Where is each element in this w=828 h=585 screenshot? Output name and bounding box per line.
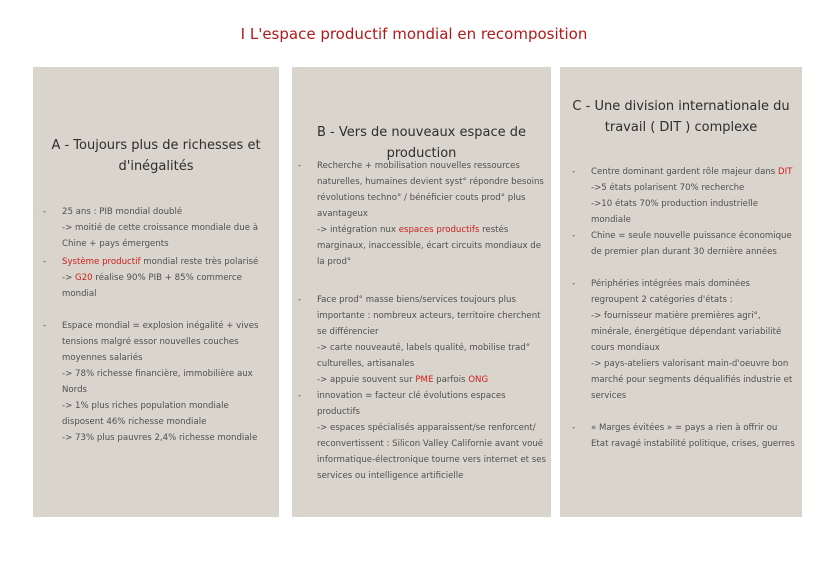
bullet-line: Périphéries intégrées mais dominées regroupent 2 catégories d'états : bbox=[591, 279, 750, 305]
bullet-dash: - bbox=[43, 257, 47, 267]
bullet-dash: - bbox=[572, 279, 576, 289]
bullet-dash: - bbox=[572, 231, 576, 241]
bullet-a1 bbox=[43, 204, 273, 252]
bullet-b3 bbox=[298, 388, 547, 484]
bullet-line: -> pays-ateliers valorisant main-d'oeuvre bon marché pour segments déqualifiés industrie et services bbox=[591, 359, 793, 401]
section-card-a bbox=[33, 67, 279, 517]
bullet-line: ->10 états 70% production industrielle mondiale bbox=[591, 199, 759, 225]
bullet-line: -> intégration nux espaces productifs restés marginaux, inaccessible, écart circuits mondiaux de la prod° bbox=[317, 225, 542, 267]
bullet-c1 bbox=[572, 164, 796, 228]
section-body-c bbox=[572, 164, 796, 452]
bullet-dash: - bbox=[572, 423, 576, 433]
keyword-pme: PME bbox=[415, 375, 434, 385]
bullet-line: -> carte nouveauté, labels qualité, mobilise trad° culturelles, artisanales bbox=[317, 343, 531, 369]
section-card-b bbox=[292, 67, 551, 517]
bullet-dash: - bbox=[43, 321, 47, 331]
keyword-espaces-productifs: espaces productifs bbox=[398, 225, 480, 235]
section-body-a bbox=[43, 204, 273, 446]
bullet-c4 bbox=[572, 420, 796, 452]
bullet-line: 25 ans : PIB mondial doublé bbox=[62, 207, 183, 217]
bullet-dash: - bbox=[43, 207, 47, 217]
keyword-dit: DIT bbox=[778, 167, 793, 177]
bullet-line: ->5 états polarisent 70% recherche bbox=[591, 183, 745, 193]
bullet-line: Centre dominant gardent rôle majeur dans DIT bbox=[591, 167, 793, 177]
bullet-line: -> 73% plus pauvres 2,4% richesse mondiale bbox=[62, 433, 258, 443]
bullet-line: -> 1% plus riches population mondiale disposent 46% richesse mondiale bbox=[62, 401, 229, 427]
bullet-a3 bbox=[43, 318, 273, 446]
bullet-line: « Marges évitées » = pays a rien à offrir ou Etat ravagé instabilité politique, crises, guerres bbox=[591, 423, 795, 449]
bullet-line: -> fournisseur matière premières agri°, minérale, énergétique dépendant variabilité cours mondiaux bbox=[591, 311, 782, 353]
section-card-c bbox=[560, 67, 802, 517]
bullet-b1 bbox=[298, 158, 547, 270]
keyword-systeme-productif: Système productif bbox=[62, 257, 141, 267]
bullet-b2 bbox=[298, 292, 547, 388]
bullet-line: innovation = facteur clé évolutions espaces productifs bbox=[317, 391, 506, 417]
section-title-c: C - Une division internationale du travail ( DIT ) complexe bbox=[572, 99, 790, 135]
bullet-a2 bbox=[43, 254, 273, 302]
bullet-line: Espace mondial = explosion inégalité + vives tensions malgré essor nouvelles couches moyennes salariés bbox=[62, 321, 259, 363]
bullet-line: Système productif mondial reste très polarisé bbox=[62, 257, 259, 267]
bullet-line: -> moitié de cette croissance mondiale due à Chine + pays émergents bbox=[62, 223, 258, 249]
bullet-c3 bbox=[572, 276, 796, 404]
bullet-line: -> espaces spécialisés apparaissent/se renforcent/ reconvertissent : Silicon Valley Californie avant voué informatique-électronique tourne vers internet et ses services ou intelligence artificielle bbox=[317, 423, 546, 481]
bullet-dash: - bbox=[298, 391, 302, 401]
bullet-line: -> appuie souvent sur PME parfois ONG bbox=[317, 375, 489, 385]
bullet-line: -> G20 réalise 90% PIB + 85% commerce mondial bbox=[62, 273, 242, 299]
bullet-dash: - bbox=[298, 161, 302, 171]
keyword-g20: G20 bbox=[75, 273, 93, 283]
bullet-c2 bbox=[572, 228, 796, 260]
keyword-ong: ONG bbox=[468, 375, 489, 385]
section-title-a: A - Toujours plus de richesses et d'inégalités bbox=[51, 138, 261, 174]
section-body-b bbox=[298, 158, 547, 484]
section-title-b: B - Vers de nouveaux espace de production bbox=[316, 125, 527, 161]
bullet-line: -> 78% richesse financière, immobilière aux Nords bbox=[62, 369, 253, 395]
bullet-line: Face prod° masse biens/services toujours plus importante : nombreux acteurs, territoire cherchent se différencier bbox=[317, 295, 541, 337]
page-title: I L'espace productif mondial en recomposition bbox=[240, 25, 588, 43]
bullet-dash: - bbox=[572, 167, 576, 177]
bullet-line: Recherche + mobilisation nouvelles ressources naturelles, humaines devient syst° répondre besoins révolutions techno° / bénéficier couts prod° plus avantageux bbox=[317, 161, 544, 219]
bullet-dash: - bbox=[298, 295, 302, 305]
bullet-line: Chine = seule nouvelle puissance économique de premier plan durant 30 dernière années bbox=[591, 231, 792, 257]
